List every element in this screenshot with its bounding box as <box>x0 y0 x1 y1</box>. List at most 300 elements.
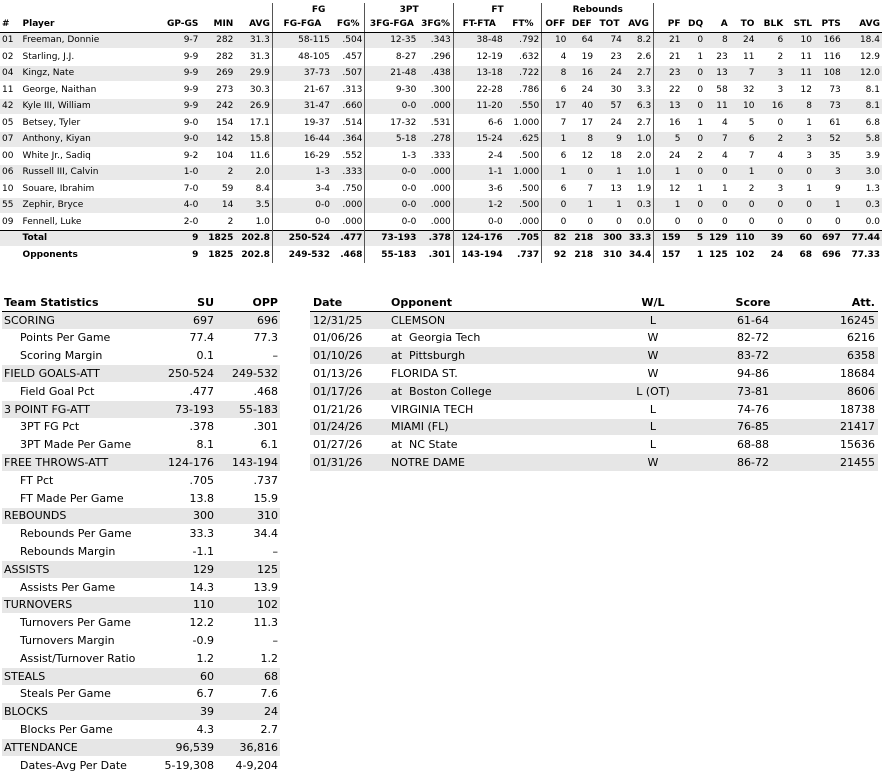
column-header: 3FG% <box>418 16 453 32</box>
stat-cell: 73 <box>814 82 843 99</box>
stat-cell: 3 <box>814 164 843 181</box>
game-row <box>310 436 878 454</box>
stat-cell: 0 <box>682 82 705 99</box>
stat-cell: 11.6 <box>235 148 272 165</box>
stat-cell: 6 <box>730 131 757 148</box>
stat-cell: 1-1 <box>453 164 504 181</box>
stat-cell: .378 <box>418 230 453 247</box>
player-row <box>0 115 882 132</box>
game-attendance: 18738 <box>798 400 878 418</box>
game-result: L <box>598 311 708 329</box>
stat-cell: 202.8 <box>235 247 272 263</box>
team-stat-row <box>2 347 280 365</box>
stat-cell: 23 <box>595 49 624 66</box>
column-header: PF <box>654 16 683 32</box>
stat-cell: .343 <box>418 32 453 49</box>
stat-cell: 8.2 <box>624 32 654 49</box>
stat-cell: 16-44 <box>272 131 332 148</box>
stat-cell: 7 <box>730 65 757 82</box>
game-result: L <box>598 400 708 418</box>
player-row <box>0 49 882 66</box>
stat-cell: 5 <box>654 131 683 148</box>
team-stat-row <box>2 649 280 667</box>
stat-cell: 16-29 <box>272 148 332 165</box>
team-stat-su: 0.1 <box>152 347 216 365</box>
stat-cell: 0-0 <box>365 164 418 181</box>
stat-cell: 7 <box>542 115 569 132</box>
stat-cell: 10 <box>785 32 814 49</box>
stat-cell: 2 <box>200 164 235 181</box>
stat-cell: 1-3 <box>365 148 418 165</box>
stat-cell: 48-105 <box>272 49 332 66</box>
team-stat-opp: 36,816 <box>216 738 280 756</box>
stat-cell: 21-67 <box>272 82 332 99</box>
stat-cell: 1 <box>682 49 705 66</box>
stat-cell: 0 <box>682 164 705 181</box>
column-header: A <box>705 16 730 32</box>
team-stat-row <box>2 614 280 632</box>
team-stat-su: .378 <box>152 418 216 436</box>
stat-cell: 11-20 <box>453 98 504 115</box>
stat-cell: 19 <box>568 49 595 66</box>
stat-cell: 2 <box>756 49 785 66</box>
stat-cell: 6.3 <box>624 98 654 115</box>
column-header: AVG <box>235 16 272 32</box>
stat-cell: 1 <box>682 115 705 132</box>
stat-cell: 17-32 <box>365 115 418 132</box>
game-row <box>310 347 878 365</box>
stat-cell: 0 <box>705 164 730 181</box>
stat-cell: 1 <box>595 197 624 214</box>
stat-cell: 269 <box>200 65 235 82</box>
stat-cell: 22 <box>654 82 683 99</box>
stat-cell: 6 <box>542 82 569 99</box>
game-opponent: VIRGINIA TECH <box>388 400 598 418</box>
stat-cell: 0 <box>756 115 785 132</box>
stat-cell: 1-2 <box>453 197 504 214</box>
team-stat-opp: 249-532 <box>216 365 280 383</box>
team-stat-opp: 55-183 <box>216 400 280 418</box>
stat-cell: .278 <box>418 131 453 148</box>
stat-cell: 0 <box>756 197 785 214</box>
stat-cell: Russell III, Calvin <box>21 164 155 181</box>
stat-cell: 3.3 <box>624 82 654 99</box>
stat-cell: 74 <box>595 32 624 49</box>
stat-cell: 19-37 <box>272 115 332 132</box>
stat-cell: 40 <box>568 98 595 115</box>
stat-cell: 0 <box>785 164 814 181</box>
stat-cell: .705 <box>505 230 542 247</box>
group-header-fg: FG <box>272 3 365 16</box>
stat-cell: 1 <box>568 197 595 214</box>
stat-cell: 9 <box>154 230 200 247</box>
stat-cell: George, Naithan <box>21 82 155 99</box>
column-header: FT% <box>505 16 542 32</box>
stat-cell: 9-7 <box>154 32 200 49</box>
stat-cell: 0 <box>654 214 683 231</box>
column-header: PTS <box>814 16 843 32</box>
stat-cell: 59 <box>200 181 235 198</box>
stat-cell: 16 <box>756 98 785 115</box>
team-stat-label: 3PT FG Pct <box>2 418 152 436</box>
team-stat-label: Field Goal Pct <box>2 382 152 400</box>
game-opponent: NOTRE DAME <box>388 454 598 472</box>
stat-cell: 5 <box>682 230 705 247</box>
stat-cell: 13-18 <box>453 65 504 82</box>
stat-cell: Starling, J.J. <box>21 49 155 66</box>
stat-cell: 3-6 <box>453 181 504 198</box>
stat-cell: 7-0 <box>154 181 200 198</box>
stat-cell: 0-0 <box>365 181 418 198</box>
stat-cell: 218 <box>568 230 595 247</box>
team-stats-rows <box>2 311 280 774</box>
team-stat-label: Rebounds Margin <box>2 543 152 561</box>
stat-cell: 0 <box>785 214 814 231</box>
game-row <box>310 454 878 472</box>
stat-cell: 300 <box>595 230 624 247</box>
player-row <box>0 98 882 115</box>
stat-cell: Anthony, Kiyan <box>21 131 155 148</box>
team-stat-label: Assist/Turnover Ratio <box>2 649 152 667</box>
stat-cell: .333 <box>332 164 365 181</box>
stat-cell: 12.9 <box>843 49 882 66</box>
stat-cell: .632 <box>505 49 542 66</box>
stat-cell: 9-9 <box>154 65 200 82</box>
stat-cell: .660 <box>332 98 365 115</box>
stat-cell: 0.0 <box>624 214 654 231</box>
stat-cell: 9 <box>814 181 843 198</box>
stat-cell: 102 <box>730 247 757 263</box>
stat-cell: .000 <box>505 214 542 231</box>
stat-cell: 15-24 <box>453 131 504 148</box>
stat-cell: 1 <box>595 164 624 181</box>
stat-cell: 3 <box>756 181 785 198</box>
stat-cell: 242 <box>200 98 235 115</box>
stat-cell: 0 <box>730 197 757 214</box>
game-opponent: at NC State <box>388 436 598 454</box>
column-header: AVG <box>624 16 654 32</box>
stat-cell: .500 <box>505 148 542 165</box>
stat-cell: Total <box>21 230 155 247</box>
game-score: 82-72 <box>708 329 798 347</box>
stat-cell: 24 <box>568 82 595 99</box>
team-stat-row <box>2 543 280 561</box>
stat-cell: 2 <box>200 214 235 231</box>
team-stat-opp: – <box>216 543 280 561</box>
game-opponent: at Georgia Tech <box>388 329 598 347</box>
stat-cell: 24 <box>595 115 624 132</box>
stat-cell: 58 <box>705 82 730 99</box>
game-date: 01/10/26 <box>310 347 388 365</box>
stat-cell: 8 <box>568 131 595 148</box>
stat-cell: 9-0 <box>154 131 200 148</box>
stat-cell: 3 <box>785 131 814 148</box>
stat-cell: 82 <box>542 230 569 247</box>
stat-cell: 4 <box>705 148 730 165</box>
stat-cell: 9-0 <box>154 115 200 132</box>
stat-cell: 31.3 <box>235 49 272 66</box>
stat-cell: 1-0 <box>154 164 200 181</box>
column-header: GP-GS <box>154 16 200 32</box>
column-header: FG% <box>332 16 365 32</box>
team-stat-row <box>2 471 280 489</box>
stat-cell: 17 <box>568 115 595 132</box>
schedule-header-wl: W/L <box>598 294 708 311</box>
stat-cell: 39 <box>756 230 785 247</box>
team-stat-su: .705 <box>152 471 216 489</box>
column-header: DQ <box>682 16 705 32</box>
stat-cell: 1 <box>682 247 705 263</box>
team-stat-row <box>2 400 280 418</box>
team-stats-header-opp: OPP <box>216 294 280 311</box>
team-stat-label: FT Pct <box>2 471 152 489</box>
team-stat-su: 110 <box>152 596 216 614</box>
stat-cell: 0 <box>542 197 569 214</box>
team-stat-opp: 7.6 <box>216 685 280 703</box>
stat-cell: .477 <box>332 230 365 247</box>
column-header: BLK <box>756 16 785 32</box>
player-row <box>0 32 882 49</box>
column-header: DEF <box>568 16 595 32</box>
schedule-header-opponent: Opponent <box>388 294 598 311</box>
column-header: FT-FTA <box>453 16 504 32</box>
stat-cell: .296 <box>418 49 453 66</box>
stat-cell: 0 <box>814 214 843 231</box>
stat-cell: 3.5 <box>235 197 272 214</box>
stat-cell: .000 <box>418 214 453 231</box>
stat-cell: 0 <box>730 214 757 231</box>
stat-cell: 12-19 <box>453 49 504 66</box>
stat-cell: 12 <box>785 82 814 99</box>
team-stat-label: Rebounds Per Game <box>2 525 152 543</box>
stat-cell: 16 <box>568 65 595 82</box>
stat-cell: .504 <box>332 32 365 49</box>
stat-cell: 26.9 <box>235 98 272 115</box>
stat-cell: 1 <box>682 181 705 198</box>
stat-cell: 58-115 <box>272 32 332 49</box>
team-stat-opp: 6.1 <box>216 436 280 454</box>
team-stat-opp: 15.9 <box>216 489 280 507</box>
stat-cell: 24 <box>654 148 683 165</box>
game-attendance: 6358 <box>798 347 878 365</box>
team-stat-row <box>2 667 280 685</box>
team-stat-su: 39 <box>152 703 216 721</box>
stat-cell: 9-2 <box>154 148 200 165</box>
stat-cell: 92 <box>542 247 569 263</box>
game-date: 01/17/26 <box>310 382 388 400</box>
stat-cell: 8.1 <box>843 98 882 115</box>
team-stat-opp: .301 <box>216 418 280 436</box>
stat-cell: 30 <box>595 82 624 99</box>
stat-cell: 1.000 <box>505 164 542 181</box>
stat-cell: 142 <box>200 131 235 148</box>
stat-cell: 42 <box>0 98 21 115</box>
stat-cell: 8 <box>542 65 569 82</box>
stat-cell: 9-9 <box>154 98 200 115</box>
game-score: 61-64 <box>708 311 798 329</box>
player-row <box>0 65 882 82</box>
team-stat-row <box>2 703 280 721</box>
stat-cell: .737 <box>505 247 542 263</box>
team-stat-su: -0.9 <box>152 632 216 650</box>
game-row <box>310 311 878 329</box>
game-attendance: 15636 <box>798 436 878 454</box>
stat-cell: 6 <box>542 148 569 165</box>
stat-cell: 3.9 <box>843 148 882 165</box>
stat-cell: Zephir, Bryce <box>21 197 155 214</box>
stat-cell: 0 <box>542 214 569 231</box>
stat-cell: 6 <box>542 181 569 198</box>
game-row <box>310 329 878 347</box>
stat-cell: 0 <box>705 214 730 231</box>
team-stat-label: ASSISTS <box>2 560 152 578</box>
team-stat-su: 1.2 <box>152 649 216 667</box>
team-stat-label: STEALS <box>2 667 152 685</box>
summary-row <box>0 230 882 247</box>
stat-cell: 2 <box>756 131 785 148</box>
stat-cell: 1 <box>654 197 683 214</box>
stat-cell: .531 <box>418 115 453 132</box>
column-header: TO <box>730 16 757 32</box>
stat-cell: 1.0 <box>235 214 272 231</box>
team-stat-opp: 77.3 <box>216 329 280 347</box>
stat-cell: 0 <box>682 197 705 214</box>
stat-cell: 11 <box>785 49 814 66</box>
stat-cell: 5-18 <box>365 131 418 148</box>
stat-cell: 250-524 <box>272 230 332 247</box>
game-opponent: at Boston College <box>388 382 598 400</box>
stat-cell: .438 <box>418 65 453 82</box>
team-stat-label: 3 POINT FG-ATT <box>2 400 152 418</box>
stat-cell: 0 <box>568 164 595 181</box>
stat-cell: 14 <box>200 197 235 214</box>
stat-cell: 13 <box>595 181 624 198</box>
team-stat-label: ATTENDANCE <box>2 738 152 756</box>
stat-cell: 13 <box>705 65 730 82</box>
stat-cell: 4 <box>542 49 569 66</box>
stat-cell: 12.0 <box>843 65 882 82</box>
stat-cell: 0 <box>705 197 730 214</box>
stat-cell: 12 <box>568 148 595 165</box>
stat-cell: 8 <box>705 32 730 49</box>
stat-cell: 10 <box>0 181 21 198</box>
stat-cell: 33.3 <box>624 230 654 247</box>
team-stat-su: 300 <box>152 507 216 525</box>
game-date: 01/13/26 <box>310 365 388 383</box>
stat-cell: .300 <box>418 82 453 99</box>
stat-cell: 1 <box>542 164 569 181</box>
stat-cell: 60 <box>785 230 814 247</box>
stat-cell: 6-6 <box>453 115 504 132</box>
stat-cell: 3.0 <box>843 164 882 181</box>
team-stat-label: 3PT Made Per Game <box>2 436 152 454</box>
team-stats-header-su: SU <box>152 294 216 311</box>
stat-cell: 1-3 <box>272 164 332 181</box>
team-stat-opp: 310 <box>216 507 280 525</box>
stat-cell: 16 <box>654 115 683 132</box>
game-result: L (OT) <box>598 382 708 400</box>
stat-cell: 3-4 <box>272 181 332 198</box>
stat-cell: 1 <box>705 181 730 198</box>
team-stat-su: 5-19,308 <box>152 756 216 774</box>
stat-cell: 4 <box>705 115 730 132</box>
team-stat-opp: 13.9 <box>216 578 280 596</box>
stat-cell: Fennell, Luke <box>21 214 155 231</box>
team-stat-row <box>2 418 280 436</box>
stat-cell: 0 <box>682 98 705 115</box>
game-result: L <box>598 436 708 454</box>
stat-cell: 0.0 <box>843 214 882 231</box>
stat-cell: 1.3 <box>843 181 882 198</box>
stat-cell: 21 <box>654 49 683 66</box>
team-stat-row <box>2 507 280 525</box>
team-statistics-table <box>2 294 280 775</box>
game-score: 94-86 <box>708 365 798 383</box>
summary-row <box>0 247 882 263</box>
game-result: W <box>598 365 708 383</box>
team-stat-label: Dates-Avg Per Date <box>2 756 152 774</box>
game-score: 86-72 <box>708 454 798 472</box>
game-opponent: MIAMI (FL) <box>388 418 598 436</box>
stat-cell: 5.8 <box>843 131 882 148</box>
stat-cell: 64 <box>568 32 595 49</box>
game-attendance: 18684 <box>798 365 878 383</box>
stat-cell: 9-9 <box>154 49 200 66</box>
team-stats-header-row <box>2 294 280 311</box>
stat-cell: 0-0 <box>365 197 418 214</box>
stat-cell: 61 <box>814 115 843 132</box>
column-header: 3FG-FGA <box>365 16 418 32</box>
stat-cell: 282 <box>200 32 235 49</box>
column-header: TOT <box>595 16 624 32</box>
stat-cell: 04 <box>0 65 21 82</box>
group-header-rebounds: Rebounds <box>542 3 654 16</box>
stat-cell: 2-0 <box>154 214 200 231</box>
stat-cell: 4-0 <box>154 197 200 214</box>
team-stat-su: 60 <box>152 667 216 685</box>
stat-cell: .507 <box>332 65 365 82</box>
team-stat-label: Steals Per Game <box>2 685 152 703</box>
team-stat-opp: 24 <box>216 703 280 721</box>
game-opponent: FLORIDA ST. <box>388 365 598 383</box>
stat-cell: 1825 <box>200 230 235 247</box>
game-opponent: at Pittsburgh <box>388 347 598 365</box>
stat-cell: 0-0 <box>272 214 332 231</box>
group-header-3pt: 3PT <box>365 3 453 16</box>
stat-cell: 0 <box>756 164 785 181</box>
stat-cell: 696 <box>814 247 843 263</box>
team-stat-label: SCORING <box>2 311 152 329</box>
stat-cell: 7 <box>568 181 595 198</box>
team-stat-row <box>2 329 280 347</box>
game-attendance: 8606 <box>798 382 878 400</box>
team-stat-row <box>2 365 280 383</box>
stat-cell: 29.9 <box>235 65 272 82</box>
stat-cell: 0-0 <box>365 214 418 231</box>
schedule-header-score: Score <box>708 294 798 311</box>
team-stat-opp: 2.7 <box>216 721 280 739</box>
game-result: W <box>598 347 708 365</box>
stat-cell: 23 <box>654 65 683 82</box>
stat-cell: 05 <box>0 115 21 132</box>
stat-cell: 124-176 <box>453 230 504 247</box>
column-header: OFF <box>542 16 569 32</box>
stat-cell: 249-532 <box>272 247 332 263</box>
team-stat-su: 129 <box>152 560 216 578</box>
stat-cell: 1825 <box>200 247 235 263</box>
team-stat-label: FREE THROWS-ATT <box>2 454 152 472</box>
stat-cell: 55-183 <box>365 247 418 263</box>
